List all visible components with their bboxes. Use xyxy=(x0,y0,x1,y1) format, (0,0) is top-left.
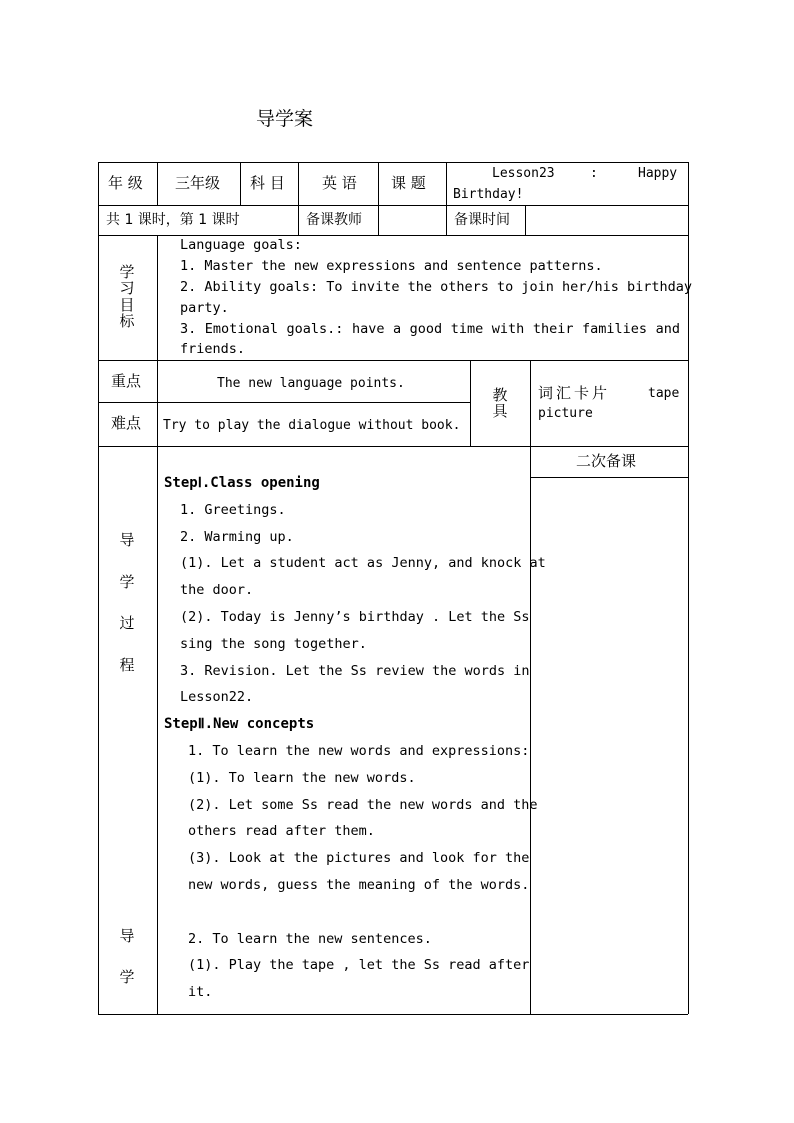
aids-picture: picture xyxy=(538,406,593,421)
process-line: (1). Let a student act as Jenny, and knock at xyxy=(180,555,546,572)
objectives-label-2: 习 xyxy=(119,279,135,297)
process-line: others read after them. xyxy=(188,823,375,840)
teacher-label: 备课教师 xyxy=(306,212,362,228)
process-line: it. xyxy=(188,984,213,1001)
topic-label: 课 题 xyxy=(391,174,426,192)
process-line: the door. xyxy=(180,582,254,599)
process-line: (1). To learn the new words. xyxy=(188,769,416,786)
process-line: sing the song together. xyxy=(180,635,367,652)
process-line: (2). Today is Jenny’s birthday . Let the Ss xyxy=(180,609,530,625)
process-line: (1). Play the tape , let the Ss read after xyxy=(188,957,530,974)
objectives-line-6: friends. xyxy=(180,341,246,357)
process-label-2: 学 xyxy=(119,573,135,591)
process-label-4: 程 xyxy=(119,656,135,674)
process-line: 3. Revision. Let the Ss review the words in xyxy=(180,662,530,679)
aids-label-2: 具 xyxy=(492,402,508,420)
topic-happy: Happy xyxy=(638,166,678,181)
objectives-line-5: 3. Emotional goals.: have a good time with their families and xyxy=(180,321,680,337)
objectives-line-1: Language goals: xyxy=(180,237,302,253)
process-line: 2. Warming up. xyxy=(180,528,294,545)
aids-label-1: 教 xyxy=(492,386,508,404)
process-line: 1. To learn the new words and expressions: xyxy=(188,743,530,759)
objectives-line-2: 1. Master the new expressions and sentence patterns. xyxy=(180,258,603,274)
period-text: 共 1 课时，第 1 课时 xyxy=(106,212,240,228)
difficulties-text: Try to play the dialogue without book. xyxy=(163,418,461,433)
prep-time-label: 备课时间 xyxy=(454,212,510,228)
grade-value: 三年级 xyxy=(175,174,221,192)
aids-tape: tape xyxy=(648,386,680,401)
key-points-label: 重点 xyxy=(111,372,142,390)
aids-vocab-cards: 词汇卡片 xyxy=(538,384,611,402)
objectives-line-3: 2. Ability goals: To invite the others to join her/his birthday xyxy=(180,279,693,295)
document-title: 导学案 xyxy=(256,108,314,130)
process-line: (2). Let some Ss read the new words and the xyxy=(188,796,538,813)
difficulties-label: 难点 xyxy=(111,414,142,432)
process-line: StepⅡ.New concepts xyxy=(164,716,315,733)
process-line: Lesson22. xyxy=(180,689,254,706)
objectives-label-4: 标 xyxy=(119,312,135,330)
process-label-1: 导 xyxy=(119,531,135,549)
process-line: 1. Greetings. xyxy=(180,501,286,518)
grade-label: 年 级 xyxy=(108,174,143,192)
objectives-line-4: party. xyxy=(180,300,229,316)
process-line: new words, guess the meaning of the words. xyxy=(188,877,530,893)
topic-lesson: Lesson23 xyxy=(492,166,555,181)
second-prep-label: 二次备课 xyxy=(576,452,637,470)
objectives-label-3: 目 xyxy=(119,296,135,314)
topic-birthday: Birthday! xyxy=(453,187,524,202)
subject-label: 科 目 xyxy=(250,174,285,192)
process-label-6: 学 xyxy=(119,968,135,986)
objectives-label-1: 学 xyxy=(119,263,135,281)
process-line: StepⅠ.Class opening xyxy=(164,475,320,491)
process-line: (3). Look at the pictures and look for the xyxy=(188,850,530,867)
key-points-text: The new language points. xyxy=(217,376,405,391)
process-label-5: 导 xyxy=(119,927,135,945)
subject-value: 英 语 xyxy=(322,174,357,192)
topic-colon: : xyxy=(590,166,598,181)
process-line: 2. To learn the new sentences. xyxy=(188,930,432,947)
process-label-3: 过 xyxy=(119,614,135,632)
